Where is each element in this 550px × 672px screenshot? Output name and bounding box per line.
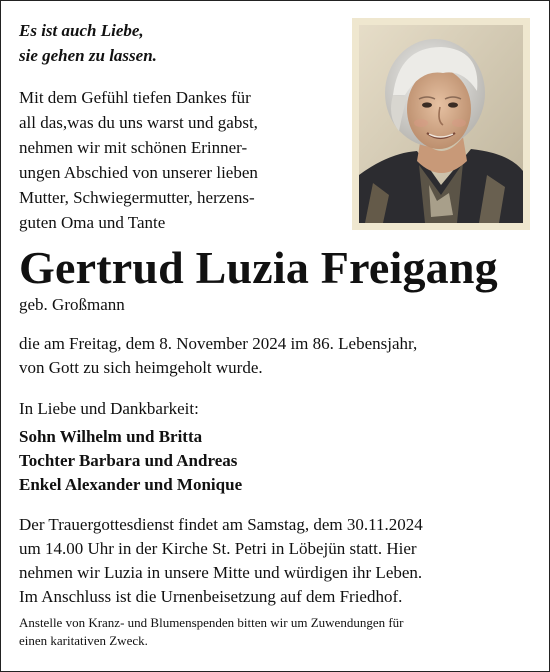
intro-line: Mit dem Gefühl tiefen Dankes für xyxy=(19,88,251,107)
mourner-line: Enkel Alexander und Monique xyxy=(19,475,243,494)
portrait-photo xyxy=(359,25,523,223)
service-line: Im Anschluss ist die Urnenbeisetzung auf dem Friedhof. xyxy=(19,587,403,606)
death-notice-line: von Gott zu sich heimgeholt wurde. xyxy=(19,358,263,377)
intro-text xyxy=(19,85,339,235)
motto xyxy=(19,18,157,68)
motto-line: sie gehen zu lassen. xyxy=(19,46,157,65)
intro-line: ungen Abschied von unserer lieben xyxy=(19,163,258,182)
donation-note xyxy=(19,614,404,650)
mourners-intro: In Liebe und Dankbarkeit: xyxy=(19,399,199,418)
mourner-line: Tochter Barbara und Andreas xyxy=(19,451,238,470)
maiden-name: geb. Großmann xyxy=(19,295,125,314)
service-line: nehmen wir Luzia in unsere Mitte und würdigen ihr Leben. xyxy=(19,563,423,582)
mourners-list xyxy=(19,425,242,497)
intro-line: guten Oma und Tante xyxy=(19,213,166,232)
service-line: Der Trauergottesdienst findet am Samstag, dem 30.11.2024 xyxy=(19,515,423,534)
donation-note-line: einen karitativen Zweck. xyxy=(19,633,148,648)
death-notice-line: die am Freitag, dem 8. November 2024 im 86. Lebensjahr, xyxy=(19,334,418,353)
deceased-name: Gertrud Luzia Freigang xyxy=(19,242,498,293)
intro-line: nehmen wir mit schönen Erinner- xyxy=(19,138,248,157)
funeral-service-info xyxy=(19,513,423,609)
service-line: um 14.00 Uhr in der Kirche St. Petri in Löbejün statt. Hier xyxy=(19,539,417,558)
intro-line: all das,was du uns warst und gabst, xyxy=(19,113,258,132)
motto-line: Es ist auch Liebe, xyxy=(19,21,144,40)
death-notice xyxy=(19,332,417,380)
donation-note-line: Anstelle von Kranz- und Blumenspenden bitten wir um Zuwendungen für xyxy=(19,615,404,630)
mourner-line: Sohn Wilhelm und Britta xyxy=(19,427,203,446)
intro-line: Mutter, Schwiegermutter, herzens- xyxy=(19,188,255,207)
portrait-frame xyxy=(352,18,530,230)
